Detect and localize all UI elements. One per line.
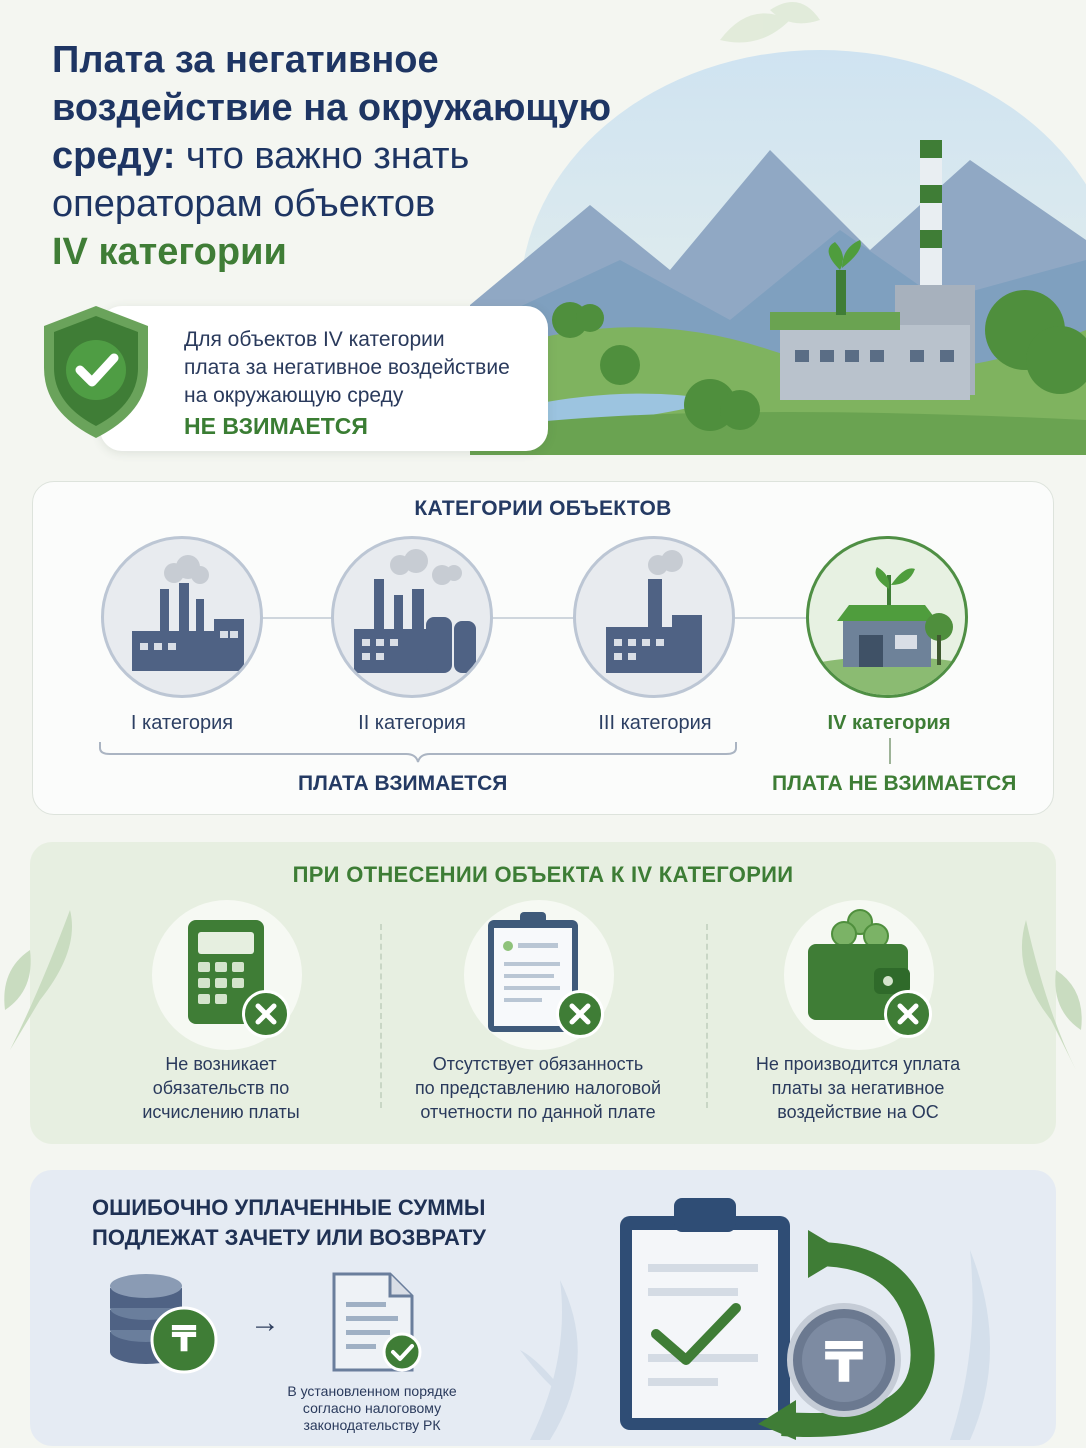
document-check-icon — [330, 1272, 424, 1376]
factory-icon — [334, 539, 493, 698]
factory-icon — [104, 539, 263, 698]
category-label: IV категория — [827, 712, 951, 734]
flow-arrow: → — [250, 1306, 280, 1339]
iv-item-text: Не производится уплата платы за негативное воздействие на ОС — [755, 1054, 961, 1122]
x-mark-icon — [556, 990, 604, 1038]
iv-item-text: Не возникает обязательств по исчислению платы — [142, 1054, 300, 1122]
bracket-divider — [98, 740, 738, 764]
tenge-coin-symbol: ₸ — [824, 1331, 864, 1394]
category-ii-circle — [331, 536, 493, 698]
paid-label: ПЛАТА ВЗИМАЕТСЯ — [298, 772, 508, 795]
x-mark-icon — [884, 990, 932, 1038]
notice-line: на окружающую среду — [184, 384, 404, 407]
tenge-symbol: ₸ — [171, 1318, 197, 1359]
dashed-divider — [380, 924, 382, 1108]
notice-card — [100, 306, 548, 451]
leaf-decoration-icon — [996, 900, 1086, 1080]
notice-emphasis: НЕ ВЗИМАЕТСЯ — [184, 413, 368, 439]
iv-item-text: Отсутствует обязанность по представлению налоговой отчетности по данной плате — [414, 1054, 662, 1122]
categories-title: КАТЕГОРИИ ОБЪЕКТОВ — [414, 497, 672, 520]
refund-title: ОШИБОЧНО УПЛАЧЕННЫЕ СУММЫ ПОДЛЕЖАТ ЗАЧЕТУ ИЛИ ВОЗВРАТУ — [92, 1195, 486, 1250]
category-label: I категория — [130, 712, 234, 734]
eco-building-icon — [809, 539, 968, 698]
coins-currency-icon — [104, 1272, 220, 1376]
not-paid-label: ПЛАТА НЕ ВЗИМАЕТСЯ — [772, 772, 1017, 795]
category-i-circle — [101, 536, 263, 698]
shield-check-icon — [36, 302, 156, 442]
page-title: Плата за негативное воздействие на окружающую среду: что важно знать операторам объектов IV категории — [52, 39, 612, 273]
notice-line: Для объектов IV категории — [184, 328, 445, 351]
category-iv-circle — [806, 536, 968, 698]
factory-icon — [576, 539, 735, 698]
categories-connector — [180, 617, 900, 619]
category-label: III категория — [598, 712, 712, 734]
iv-section-title: ПРИ ОТНЕСЕНИИ ОБЪЕКТА К IV КАТЕГОРИИ — [292, 862, 794, 887]
leaf-decoration-icon — [0, 890, 90, 1060]
category-label: II категория — [358, 712, 466, 734]
notice-line: плата за негативное воздействие — [184, 356, 510, 379]
refund-note: В установленном порядке согласно налоговому законодательству РК — [287, 1383, 457, 1433]
x-mark-icon — [242, 990, 290, 1038]
not-paid-connector — [889, 738, 891, 764]
clipboard-refund-icon — [612, 1194, 942, 1440]
category-iii-circle — [573, 536, 735, 698]
